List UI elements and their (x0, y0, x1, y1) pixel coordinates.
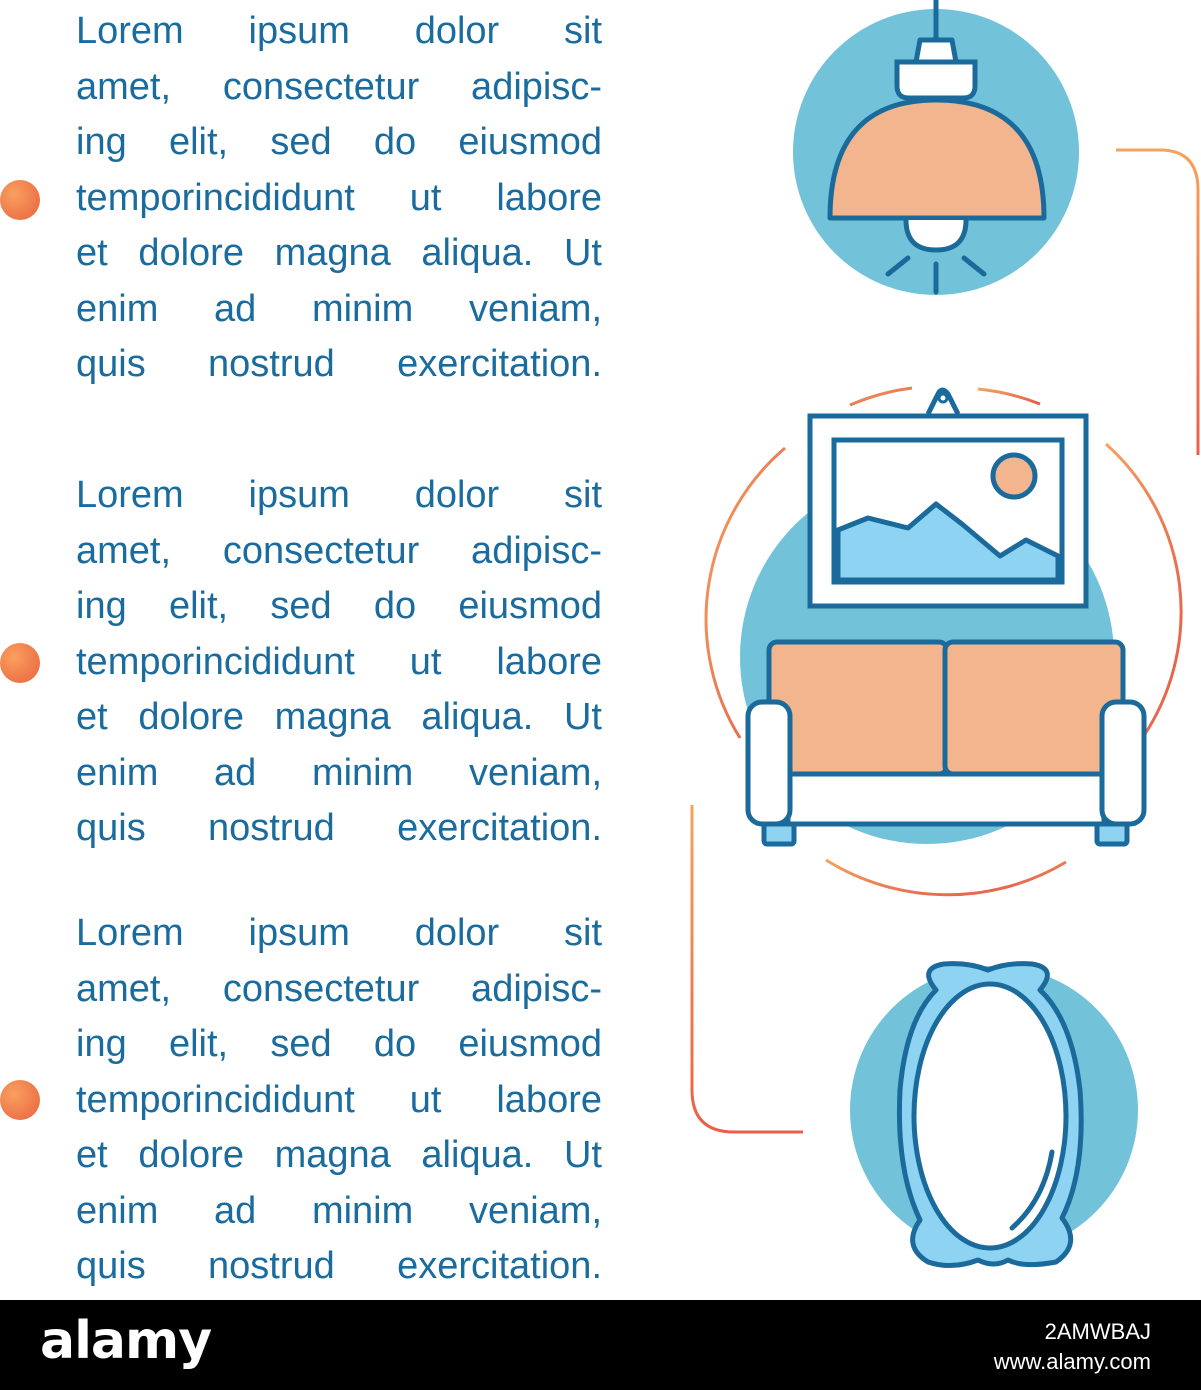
connector-line-bottom (692, 805, 803, 1132)
paragraph-line: enim ad minim veniam, (76, 751, 602, 794)
watermark-footer (0, 1300, 1201, 1390)
paragraph-line: temporincididunt ut labore (76, 1078, 602, 1121)
site-url-label: www.alamy.com (993, 1349, 1151, 1374)
oval-mirror-icon (850, 964, 1138, 1266)
paragraph-line: amet, consectetur adipisc- (76, 967, 602, 1010)
paragraph-line: quis nostrud exercitation. (76, 343, 602, 385)
paragraph-line: ing elit, sed do eiusmod (76, 585, 602, 627)
paragraph-line: temporincididunt ut labore (76, 640, 602, 683)
paragraph-line: amet, consectetur adipisc- (76, 529, 602, 572)
paragraph-line: temporincididunt ut labore (76, 176, 602, 219)
paragraph-line: ing elit, sed do eiusmod (76, 1023, 602, 1065)
connector-line-top (1116, 150, 1198, 455)
paragraph-line: et dolore magna aliqua. Ut (76, 696, 602, 738)
paragraph-line: Lorem ipsum dolor sit (76, 474, 602, 516)
paragraph-line: et dolore magna aliqua. Ut (76, 1134, 602, 1176)
paragraph-line: ing elit, sed do eiusmod (76, 121, 602, 163)
paragraph-line: enim ad minim veniam, (76, 1189, 602, 1232)
paragraph-line: amet, consectetur adipisc- (76, 65, 602, 108)
paragraph-line: quis nostrud exercitation. (76, 1245, 602, 1287)
paragraph-line: et dolore magna aliqua. Ut (76, 232, 602, 274)
image-id-label: 2AMWBAJ (1044, 1319, 1151, 1344)
paragraph-line: Lorem ipsum dolor sit (76, 912, 602, 954)
sofa-with-painting-icon (706, 388, 1181, 895)
paragraph-line: enim ad minim veniam, (76, 287, 602, 330)
paragraph-line: quis nostrud exercitation. (76, 807, 602, 849)
paragraph-line: Lorem ipsum dolor sit (76, 10, 602, 52)
alamy-logo: alamy (40, 1311, 212, 1371)
ceiling-lamp-icon (793, 0, 1079, 295)
